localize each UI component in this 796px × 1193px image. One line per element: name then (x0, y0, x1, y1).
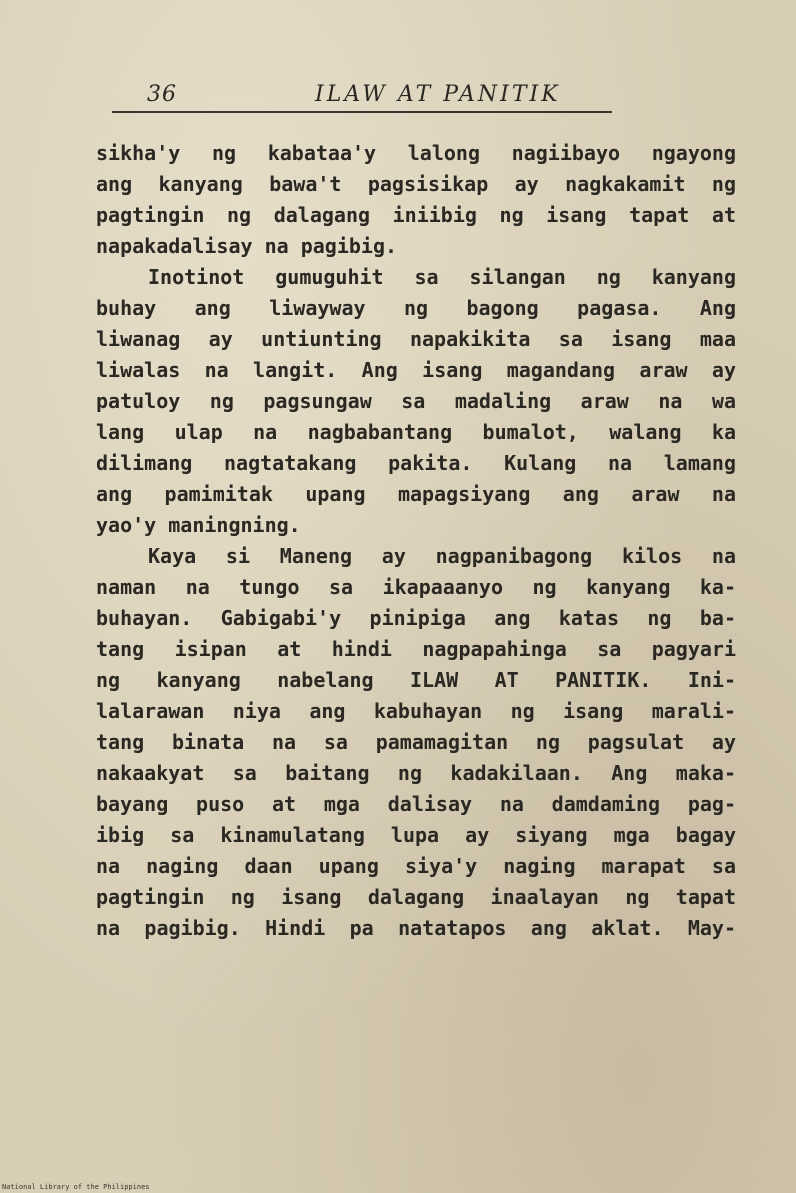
text-line: lang ulap na nagbabantang bumalot, walang ka (96, 420, 736, 444)
text-line: dilimang nagtatakang pakita. Kulang na lamang (96, 451, 736, 475)
text-line: yao'y maningning. (96, 513, 301, 537)
text-line: bayang puso at mga dalisay na damdaming pag- (96, 792, 736, 816)
header-rule (112, 111, 612, 113)
text-line: liwanag ay untiunting napakikita sa isang maa (96, 327, 736, 351)
text-line: pagtingin ng isang dalagang inaalayan ng tapat (96, 885, 736, 909)
footer-credit: National Library of the Philippines (2, 1183, 150, 1191)
text-line: ng kanyang nabelang ILAW AT PANITIK. Ini- (96, 668, 736, 692)
paragraph (96, 138, 736, 262)
text-line: tang isipan at hindi nagpapahinga sa pagyari (96, 637, 736, 661)
text-line: pagtingin ng dalagang iniibig ng isang tapat at (96, 203, 736, 227)
page-number: 36 (147, 82, 177, 107)
text-line: buhay ang liwayway ng bagong pagasa. Ang (96, 296, 736, 320)
text-line: lalarawan niya ang kabuhayan ng isang marali- (96, 699, 736, 723)
text-line: napakadalisay na pagibig. (96, 234, 398, 258)
text-line: naman na tungo sa ikapaaanyo ng kanyang ka- (96, 575, 736, 599)
text-line: Kaya si Maneng ay nagpanibagong kilos na (148, 544, 736, 568)
text-line: tang binata na sa pamamagitan ng pagsulat ay (96, 730, 736, 754)
page-header (100, 78, 720, 112)
paragraph (96, 541, 736, 944)
running-title: ILAW AT PANITIK (315, 82, 561, 107)
text-line: patuloy ng pagsungaw sa madaling araw na wa (96, 389, 736, 413)
text-line: buhayan. Gabigabi'y pinipiga ang katas ng ba- (96, 606, 736, 630)
body-text (96, 138, 736, 944)
text-line: ibig sa kinamulatang lupa ay siyang mga bagay (96, 823, 736, 847)
text-line: Inotinot gumuguhit sa silangan ng kanyang (148, 265, 736, 289)
text-line: ang kanyang bawa't pagsisikap ay nagkakamit ng (96, 172, 736, 196)
paragraph (96, 262, 736, 541)
text-line: sikha'y ng kabataa'y lalong nagiibayo ngayong (96, 141, 736, 165)
text-line: na pagibig. Hindi pa natatapos ang aklat. May- (96, 916, 736, 940)
text-line: ang pamimitak upang mapagsiyang ang araw na (96, 482, 736, 506)
text-line: na naging daan upang siya'y naging marapat sa (96, 854, 736, 878)
text-line: nakaakyat sa baitang ng kadakilaan. Ang maka- (96, 761, 736, 785)
text-line: liwalas na langit. Ang isang magandang araw ay (96, 358, 736, 382)
